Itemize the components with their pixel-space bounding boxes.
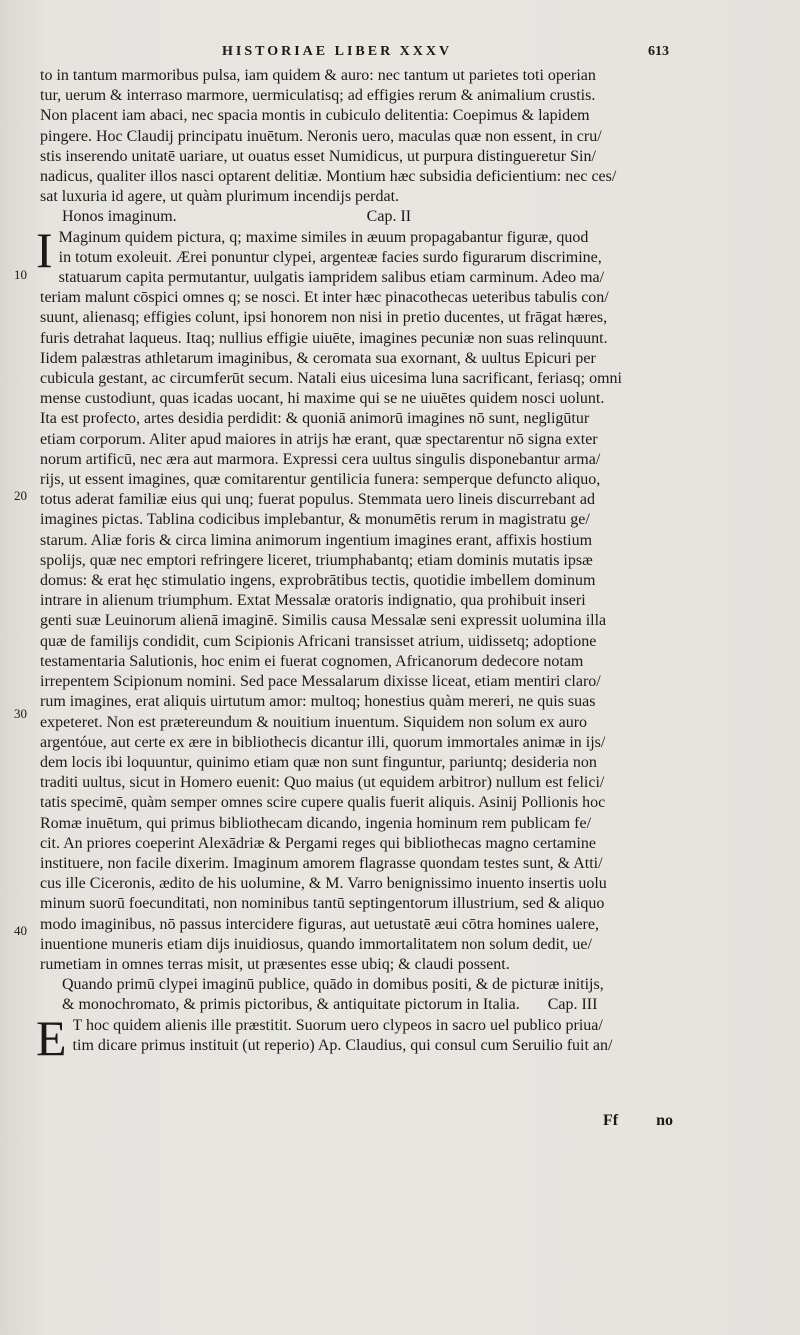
text-line: minum suorū foecunditati, non nominibus tantū septingentorum illustrium, sed & aliquo <box>40 895 605 913</box>
running-title: HISTORIAE LIBER XXXV <box>222 44 453 59</box>
text-line: tur, uerum & interraso marmore, uermiculatisq; ad effigies rerum & animalium crustis. <box>40 87 596 105</box>
text-line: irrepentem Scipionum nomini. Sed pace Messalarum dixisse liceat, etiam mentiri claro/ <box>40 673 601 691</box>
text-line: argentóue, aut certe ex ære in bibliothecis dicantur illi, quorum immortales animæ in ijs/ <box>40 733 606 751</box>
text-line: dem locis ibi loquuntur, quinimo etiam quæ non sunt finguntur, pariuntq; desideria non <box>40 753 597 771</box>
text-line: instituere, non facile dixerim. Imaginum amorem flagrasse quondam testes sunt, & Atti/ <box>40 854 603 872</box>
text-line: sat luxuria id agere, ut quàm plurimum incendijs perdat. <box>40 188 400 206</box>
paragraph-chapter-2 <box>36 221 680 976</box>
text-line: testamentaria Salutionis, hoc enim ei fuerat cognomen, Africanorum dedecore notam <box>40 652 584 670</box>
paragraph-opening <box>40 66 680 207</box>
main-text <box>36 66 680 1066</box>
text-line: Maginum quidem pictura, q; maxime similes in æuum propagabantur figuræ, quod <box>58 228 589 246</box>
text-line: starum. Aliæ foris & circa limina animorum ingentium imagines erant, affixis hostium <box>40 531 593 549</box>
drop-capital: I <box>36 221 53 278</box>
text-line: Non placent iam abaci, nec spacia montis in cubiculo delitentia: Coepimus & lapidem <box>40 107 590 125</box>
running-head <box>0 44 800 68</box>
text-line: tatis specimē, quàm semper omnes scire cupere qualis fuerit aliquis. Asinij Pollionis hoc <box>40 794 606 812</box>
chapter-number: Cap. III <box>547 996 598 1014</box>
paragraph-chapter-3 <box>36 1009 680 1066</box>
text-line: tim dicare primus instituit (ut reperio) Ap. Claudius, qui consul cum Seruilio fuit an/ <box>72 1036 613 1054</box>
text-line: norum artificū, nec æra aut marmora. Expressi cera uultus singulis disponebantur arma/ <box>40 450 601 468</box>
text-line: teriam malunt cōspici omnes q; se nosci. Et inter hæc pinacothecas ueteribus tabulis con/ <box>40 289 609 307</box>
text-line: rumetiam in omnes terras misit, ut præsentes esse ubiq; & claudi possent. <box>40 955 510 973</box>
chapter-title: Honos imaginum. <box>62 208 177 226</box>
text-line: mense custodiunt, quas icadas uocant, hi maxime qui se ne uiuētes quidem nosci uolunt. <box>40 390 605 408</box>
text-line: cubicula gestant, ac circumferūt secum. Natali eius uicesima luna sacrificant, feriasq; omni <box>40 370 622 388</box>
text-line: rum imagines, erat aliquis uirtutum amor: multoq; honestius quàm mereri, ne quis suas <box>40 693 596 711</box>
text-line: totus aderat familiæ eius qui unq; fuerat populus. Stemmata uero lineis discurrebant ad <box>40 491 595 509</box>
text-line: traditi uultus, sicut in Homero euenit: Quo maius (ut equidem arbitror) nullum est felici/ <box>40 774 605 792</box>
text-line: Ita est profecto, artes desidia perdidit: & quoniā animorū imagines nō sunt, negligūtur <box>40 410 590 428</box>
text-line: statuarum capita permutantur, uulgatis iampridem salibus etiam carminum. Adeo ma/ <box>58 269 605 287</box>
text-line: pingere. Hoc Claudij principatu inuētum. Neronis uero, maculas quæ non essent, in cru/ <box>40 127 602 145</box>
text-line: genti suæ Leuinorum alienā imaginē. Similis causa Messalæ seni expressit uolumina illa <box>40 612 607 630</box>
margin-line-number: 20 <box>14 488 27 503</box>
text-line: spolijs, quæ nec emptori refringere liceret, triumphabantq; etiam dominis mutatis ipsæ <box>40 551 593 569</box>
text-line: to in tantum marmoribus pulsa, iam quidem & auro: nec tantum ut parietes toti operian <box>40 67 596 84</box>
text-line: Romæ inuētum, qui primus bibliothecam dicando, ingenia hominum rem publicam fe/ <box>40 814 592 832</box>
text-line: domus: & erat hęc stimulatio ingens, exprobrātibus tectis, quotidie imbellem dominum <box>40 572 596 590</box>
text-line: etiam corporum. Aliter apud maiores in atrijs hæ erant, quæ spectarentur nō signa exter <box>40 430 598 448</box>
text-line: rijs, ut essent imagines, quæ comitarentur gentilicia funera: semperque defuncto aliquo, <box>40 471 601 489</box>
text-line: inuentione muneris etiam dijs inuidiosus, quando immortalitatem non solum dedit, ue/ <box>40 935 592 953</box>
signature-mark: Ff <box>603 1112 619 1129</box>
margin-line-number: 40 <box>14 923 27 938</box>
catchword: no <box>656 1112 674 1129</box>
margin-line-number: 10 <box>14 267 27 282</box>
text-line: expeteret. Non est prætereundum & nouitium inuentum. Siquidem non solum ex auro <box>40 713 588 731</box>
catchword-line <box>603 1112 711 1130</box>
chapter-heading-text: & monochromato, & primis pictoribus, & antiquitate pictorum in Italia. <box>62 996 520 1014</box>
margin-line-number: 30 <box>14 706 27 721</box>
text-line: cus ille Ciceronis, ædito de his uolumine, & M. Varro benignissimo inuento insertis uolu <box>40 875 607 893</box>
text-line: stis inserendo unitatē uariare, ut ouatus esset Numidicus, ut purpura distingueretur Sin/ <box>40 147 596 165</box>
chapter-number: Cap. II <box>366 208 412 226</box>
chapter-heading <box>40 207 680 227</box>
text-line: modo imaginibus, nō passus intercidere figuras, aut uetustatē æui cōtra homines ualere, <box>40 915 599 933</box>
text-line: Iidem palæstras athletarum imaginibus, & ceromata sua exornant, & uultus Epicuri per <box>40 349 596 367</box>
text-line: intrare in alienum triumphum. Extat Messalæ oratoris indignatio, qua prohibuit inseri <box>40 592 586 610</box>
text-line: furis detrahat laqueus. Itaq; nullius effigie uiuēte, imagines pecuniæ non suas relinquunt. <box>40 329 608 347</box>
drop-capital: E <box>36 1009 67 1066</box>
text-line: T hoc quidem alienis ille præstitit. Suorum uero clypeos in sacro uel publico priua/ <box>72 1016 603 1034</box>
chapter-heading-line-1: Quando primū clypei imaginū publice, quādo in domibus positi, & de picturæ initijs, <box>62 976 604 994</box>
page-number: 613 <box>648 44 669 59</box>
text-line: imagines pictas. Tablina codicibus implebantur, & monumētis rerum in magistratu ge/ <box>40 511 590 529</box>
text-line: suunt, alienasq; effigies colunt, ipsi honorem non nisi in pretio ducentes, ut frāgat hæres, <box>40 309 608 327</box>
text-line: in totum exoleuit. Ærei ponuntur clypei, argenteæ facies surdo figurarum discrimine, <box>58 248 602 266</box>
chapter-heading-line-2 <box>40 995 680 1015</box>
text-line: nadicus, qualiter illos nasci optarent delitiæ. Montium hæc subsidia deficientium: nec ces/ <box>40 168 617 186</box>
text-line: quæ de familijs condidit, cum Scipionis Africani transisset atrium, uidissetq; adoptione <box>40 632 597 650</box>
text-line: cit. An priores coeperint Alexādriæ & Pergami reges qui bibliothecas magno certamine <box>40 834 596 852</box>
